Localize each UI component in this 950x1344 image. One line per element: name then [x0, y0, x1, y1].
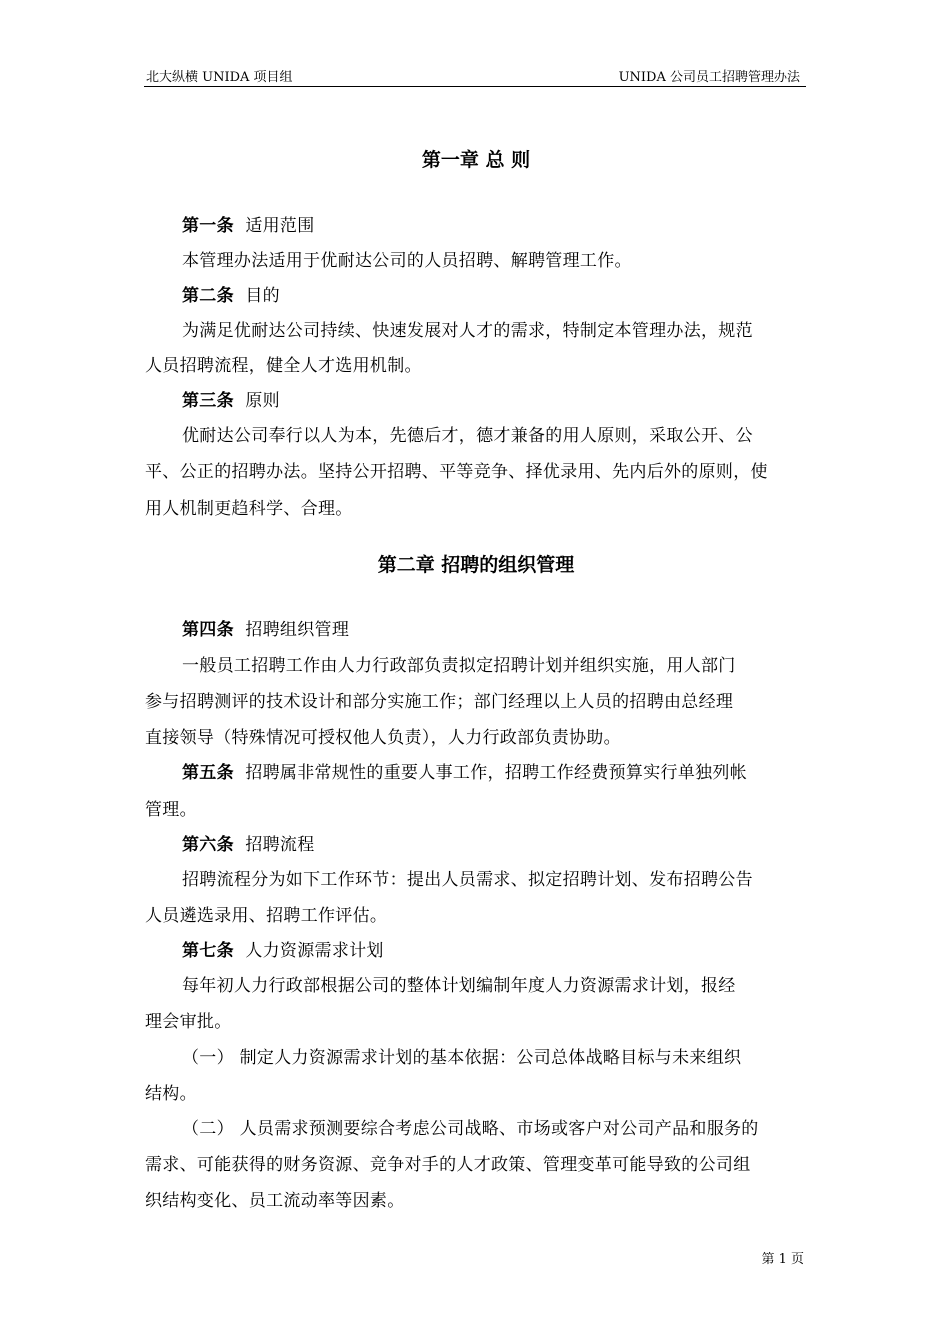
article-label: 第一条 — [182, 216, 234, 236]
article-label: 第六条 — [182, 835, 234, 855]
article-label: 第五条 — [182, 763, 234, 783]
article-2-heading — [182, 281, 280, 306]
article-3-heading — [182, 386, 280, 411]
article-1-heading — [182, 211, 315, 236]
article-label: 第二条 — [182, 286, 234, 306]
paragraph-line: 人员遴选录用、招聘工作评估。 — [145, 906, 388, 926]
paragraph-line: 用人机制更趋科学、合理。 — [145, 499, 353, 519]
article-5-line — [182, 758, 747, 783]
page-header — [144, 62, 806, 87]
article-title: 目的 — [245, 286, 280, 306]
article-7-heading — [182, 936, 384, 961]
article-text: 招聘属非常规性的重要人事工作，招聘工作经费预算实行单独列帐 — [245, 763, 748, 783]
article-label: 第七条 — [182, 941, 234, 961]
article-label: 第三条 — [182, 391, 234, 411]
article-title: 原则 — [245, 391, 280, 411]
paragraph-line: 招聘流程分为如下工作环节：提出人员需求、拟定招聘计划、发布招聘公告 — [182, 870, 753, 890]
paragraph-line: 优耐达公司奉行以人为本，先德后才，德才兼备的用人原则，采取公开、公 — [182, 426, 753, 446]
paragraph-line: 本管理办法适用于优耐达公司的人员招聘、解聘管理工作。 — [182, 251, 632, 271]
page-number: 第 1 页 — [761, 1252, 804, 1267]
paragraph-line: 参与招聘测评的技术设计和部分实施工作；部门经理以上人员的招聘由总经理 — [145, 692, 734, 712]
chapter-1-title: 第一章 总 则 — [421, 149, 531, 171]
paragraph-line: 一般员工招聘工作由人力行政部负责拟定招聘计划并组织实施，用人部门 — [182, 656, 736, 676]
paragraph-line: 直接领导（特殊情况可授权他人负责），人力行政部负责协助。 — [145, 728, 621, 748]
article-title: 人力资源需求计划 — [245, 941, 384, 961]
article-title: 招聘组织管理 — [245, 620, 350, 640]
article-title: 招聘流程 — [245, 835, 315, 855]
paragraph-line: 每年初人力行政部根据公司的整体计划编制年度人力资源需求计划，报经 — [182, 976, 736, 996]
list-item-line: （二） 人员需求预测要综合考虑公司战略、市场或客户对公司产品和服务的 — [182, 1119, 759, 1139]
article-title: 适用范围 — [245, 216, 315, 236]
paragraph-line: 管理。 — [145, 800, 197, 820]
article-4-heading — [182, 615, 349, 640]
paragraph-line: 人员招聘流程，健全人才选用机制。 — [145, 356, 422, 376]
header-right-text: UNIDA 公司员工招聘管理办法 — [618, 70, 800, 85]
article-label: 第四条 — [182, 620, 234, 640]
paragraph-line: 为满足优耐达公司持续、快速发展对人才的需求，特制定本管理办法，规范 — [182, 321, 753, 341]
list-item-line: （一） 制定人力资源需求计划的基本依据：公司总体战略目标与未来组织 — [182, 1048, 742, 1068]
header-left-text: 北大纵横 UNIDA 项目组 — [146, 70, 293, 85]
list-item-line: 结构。 — [145, 1084, 197, 1104]
list-item-line: 织结构变化、员工流动率等因素。 — [145, 1191, 405, 1211]
paragraph-line: 平、公正的招聘办法。坚持公开招聘、平等竞争、择优录用、先内后外的原则，使 — [145, 462, 768, 482]
chapter-2-title: 第二章 招聘的组织管理 — [377, 554, 575, 576]
article-6-heading — [182, 830, 315, 855]
list-item-line: 需求、可能获得的财务资源、竞争对手的人才政策、管理变革可能导致的公司组 — [145, 1155, 751, 1175]
paragraph-line: 理会审批。 — [145, 1012, 232, 1032]
